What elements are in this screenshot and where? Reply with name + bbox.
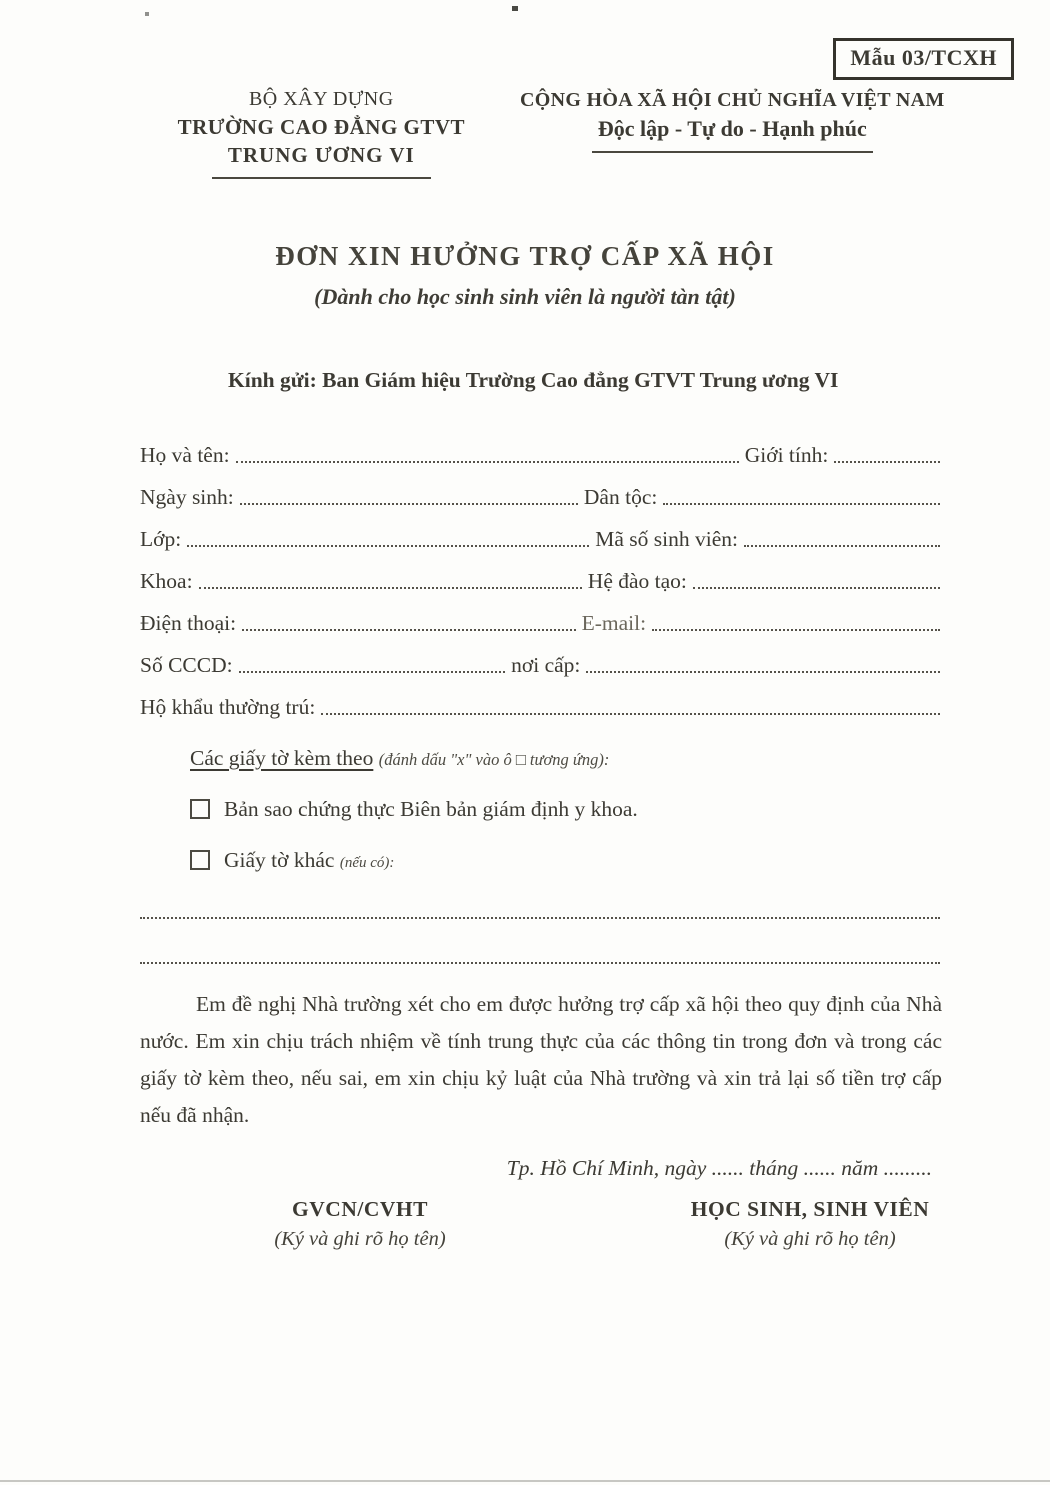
- dotted-write-in-line-1: [140, 917, 940, 919]
- form-fields: [140, 439, 940, 720]
- scan-speck: [512, 6, 518, 11]
- dotted-fill-student-id: [744, 545, 940, 547]
- signature-title-student: HỌC SINH, SINH VIÊN: [690, 1197, 930, 1222]
- signature-section: [215, 1197, 955, 1251]
- field-row-faculty-program: [140, 565, 940, 594]
- dotted-write-in-line-2: [140, 962, 940, 964]
- signature-block-student: [665, 1197, 955, 1251]
- field-label-dob: Ngày sinh:: [140, 484, 234, 509]
- dotted-fill-faculty: [199, 587, 582, 589]
- country-title: CỘNG HÒA XÃ HỘI CHỦ NGHĨA VIỆT NAM: [520, 89, 945, 111]
- field-label-phone: Điện thoại:: [140, 610, 237, 635]
- field-label-cccd: Số CCCD:: [140, 652, 233, 677]
- dotted-fill-permanent-address: [321, 713, 940, 715]
- school-name: TRƯỜNG CAO ĐẲNG GTVT: [177, 115, 466, 139]
- school-name-line2: TRUNG ƯƠNG VI: [227, 143, 415, 168]
- declaration-paragraph: Em đề nghị Nhà trường xét cho em được hưởng trợ cấp xã hội theo quy định của Nhà nước. Em xin chịu trách nhiệm về tính trung thực của các thông tin trong đơn và trong các giấy tờ kèm theo, nếu sai, em xin chịu kỷ luật của Nhà trường và xin trả lại số tiền trợ cấp nếu đã nhận.: [140, 991, 942, 1128]
- attachments-heading-line: [190, 746, 940, 771]
- form-code-box: [833, 38, 1014, 80]
- motto-underline: [592, 114, 873, 153]
- scan-speck: [145, 12, 149, 16]
- date-place-line: Tp. Hồ Chí Minh, ngày ...... tháng ...... năm .........: [506, 1156, 932, 1181]
- field-label-student-id: Mã số sinh viên:: [595, 526, 738, 551]
- signature-block-advisor: [215, 1197, 505, 1251]
- field-label-email: E-mail:: [581, 610, 647, 635]
- field-row-name-gender: [140, 439, 940, 468]
- field-row-id-issueplace: [140, 649, 940, 678]
- dotted-fill-gender: [834, 461, 940, 463]
- field-label-program: Hệ đào tạo:: [587, 568, 687, 593]
- attachment-item-other-documents: [190, 848, 940, 873]
- field-row-class-studentid: [140, 523, 940, 552]
- school-name-underline: [212, 141, 431, 178]
- dotted-fill-phone: [242, 629, 575, 631]
- title-block: [0, 241, 1050, 310]
- dotted-fill-program: [693, 587, 940, 589]
- field-label-ethnicity: Dân tộc:: [583, 484, 658, 509]
- attachments-heading-note: (đánh dấu "x" vào ô □ tương ứng):: [378, 749, 610, 769]
- signature-note-advisor: (Ký và ghi rõ họ tên): [274, 1228, 446, 1251]
- signature-title-advisor: GVCN/CVHT: [292, 1197, 428, 1222]
- signature-note-student: (Ký và ghi rõ họ tên): [724, 1228, 896, 1251]
- attachment-label-other-text: Giấy tờ khác: [224, 847, 335, 872]
- dotted-fill-cccd: [239, 671, 506, 673]
- attachments-section: [190, 746, 940, 873]
- field-label-permanent-address: Hộ khẩu thường trú:: [140, 694, 316, 719]
- dotted-fill-email: [652, 629, 940, 631]
- attachment-note-if-any: (nếu có):: [339, 854, 395, 871]
- dotted-fill-full-name: [236, 461, 739, 463]
- attachment-item-medical-report: [190, 797, 940, 822]
- motto: Độc lập - Tự do - Hạnh phúc: [597, 116, 867, 141]
- field-row-phone-email: [140, 607, 940, 636]
- document-header: [0, 0, 1050, 179]
- attachment-label-other-documents: [224, 848, 394, 873]
- form-code-label: Mẫu 03/TCXH: [850, 45, 997, 70]
- dotted-fill-issue-place: [586, 671, 940, 673]
- field-row-dob-ethnicity: [140, 481, 940, 510]
- attachment-label-medical-report: Bản sao chứng thực Biên bản giám định y khoa.: [224, 796, 638, 821]
- field-label-issue-place: nơi cấp:: [511, 652, 581, 677]
- field-label-full-name: Họ và tên:: [140, 442, 230, 467]
- form-title: ĐƠN XIN HƯỞNG TRỢ CẤP XÃ HỘI: [275, 240, 775, 271]
- national-motto-block: [495, 86, 970, 179]
- field-label-class: Lớp:: [140, 526, 182, 551]
- checkbox-medical-report: [190, 799, 210, 819]
- dotted-fill-ethnicity: [663, 503, 940, 505]
- dotted-fill-class: [187, 545, 589, 547]
- checkbox-other-documents: [190, 850, 210, 870]
- form-subtitle: (Dành cho học sinh sinh viên là người tàn tật): [314, 283, 736, 309]
- field-row-address: [140, 691, 940, 720]
- ministry-name: BỘ XÂY DỰNG: [248, 88, 394, 110]
- field-label-gender: Giới tính:: [744, 442, 829, 467]
- attachments-heading: Các giấy tờ kèm theo: [190, 745, 374, 770]
- issuing-org-block: [148, 86, 495, 179]
- dotted-fill-dob: [240, 503, 578, 505]
- salutation-line: Kính gửi: Ban Giám hiệu Trường Cao đẳng GTVT Trung ương VI: [228, 367, 839, 392]
- field-label-faculty: Khoa:: [140, 568, 193, 593]
